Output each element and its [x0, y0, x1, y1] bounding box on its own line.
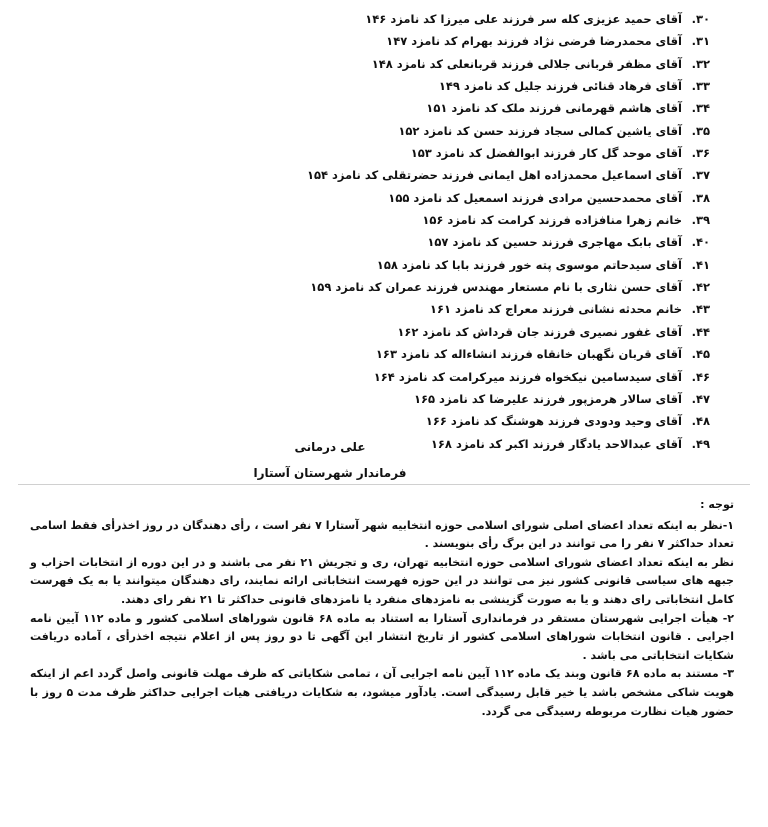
item-number: ۳۱. [691, 34, 710, 49]
item-text: آقای فرهاد قنائی فرزند جلیل کد نامزد ۱۴۹ [438, 79, 682, 94]
item-number: ۳۲. [691, 56, 710, 71]
list-item [250, 164, 710, 186]
signer-name: علی درمانی [294, 440, 366, 454]
list-item [250, 366, 710, 388]
list-item [250, 343, 710, 365]
item-number: ۴۲. [691, 280, 710, 295]
item-number: ۳۹. [691, 213, 710, 228]
list-item [250, 298, 710, 320]
item-number: ۳۳. [691, 79, 710, 94]
list-item [250, 8, 710, 30]
item-text: آقای وحید ودودی فرزند هوشنگ کد نامزد ۱۶۶ [425, 414, 682, 429]
item-text: آقای محمدحسین مرادی فرزند اسمعیل کد نامزد ۱۵۵ [388, 190, 682, 205]
item-text: آقای بابک مهاجری فرزند حسین کد نامزد ۱۵۷ [427, 235, 682, 250]
item-number: ۳۴. [691, 101, 710, 116]
item-number: ۴۳. [691, 302, 710, 317]
divider [18, 484, 750, 485]
list-item [250, 187, 710, 209]
item-number: ۴۰. [691, 235, 710, 250]
list-item [250, 254, 710, 276]
item-text: آقای موحد گل کار فرزند ابوالفضل کد نامزد ۱۵۳ [410, 146, 682, 161]
item-number: ۳۵. [691, 123, 710, 138]
item-text: آقای غفور نصیری فرزند جان قرداش کد نامزد ۱۶۲ [397, 324, 682, 339]
list-item [250, 388, 710, 410]
note-paragraph: نظر به اینکه تعداد اعضای شورای اسلامی حوزه انتخابیه تهران، ری و تجریش ۲۱ نفر می باشند و در این دوره از انتخابات احزاب و جبهه های سیاسی قانونی کشور نیز می توانند در این حوزه فهرست انتخاباتی ارائه نمایند، رای دهندگان میتوانند یا به یک فهرست کامل انتخاباتی رای دهند و یا به صورت گزینشی به نامزدهای منفرد یا نامزدهای قانونی حداکثر تا ۲۱ نفر رای دهند. [30, 555, 734, 606]
item-text: آقای اسماعیل محمدزاده اهل ایمانی فرزند حضرتقلی کد نامزد ۱۵۴ [306, 168, 682, 183]
list-item [250, 209, 710, 231]
list-item [250, 30, 710, 52]
item-number: ۴۷. [691, 391, 710, 406]
list-item [250, 120, 710, 142]
item-text: آقای حمید عزیزی کله سر فرزند علی میرزا کد نامزد ۱۴۶ [365, 12, 682, 26]
item-number: ۴۴. [691, 324, 710, 339]
item-text: آقای هاشم قهرمانی فرزند ملک کد نامزد ۱۵۱ [426, 101, 682, 116]
item-number: ۴۸. [691, 414, 710, 429]
item-text: آقای سیدسامین نیکخواه فرزند میرکرامت کد نامزد ۱۶۴ [373, 369, 682, 384]
item-text: آقای محمدرضا فرضی نژاد فرزند بهرام کد نامزد ۱۴۷ [386, 34, 682, 49]
candidate-list [250, 8, 710, 455]
list-item [250, 321, 710, 343]
item-number: ۴۹. [691, 436, 710, 451]
note-paragraph: ۱-نظر به اینکه تعداد اعضای اصلی شورای اسلامی حوزه انتخابیه شهر آستارا ۷ نفر است ، رأی دهندگان در روز اخذرأی فقط اسامی تعداد حداکثر ۷ نفر را می توانند در این برگ رأی بنویسند . [30, 518, 734, 551]
item-number: ۴۱. [691, 257, 710, 272]
note-paragraph: ۳- مستند به ماده ۶۸ قانون وبند یک ماده ۱۱۲ آیین نامه اجرایی آن ، تمامی شکایاتی که ظرف مهلت قانونی واصل گردد اعم از اینکه هویت شاکی مشخص باشد یا خیر قابل رسیدگی است. یادآور میشود، به شکایات دریافتی هیات اجرایی حداکثر ظرف مدت ۵ روز با حضور هیات نظارت مربوطه رسیدگی می گردد. [30, 667, 735, 718]
notes-section [30, 496, 734, 721]
item-text: آقای حسن نثاری با نام مستعار مهندس فرزند عمران کد نامزد ۱۵۹ [310, 280, 682, 295]
list-item [250, 231, 710, 253]
list-item [250, 276, 710, 298]
list-item [250, 97, 710, 119]
item-number: ۳۶. [691, 146, 710, 161]
item-number: ۳۰. [691, 12, 710, 26]
list-item [250, 53, 710, 75]
item-text: آقای مظفر قربانی جلالی فرزند قربانعلی کد نامزد ۱۴۸ [371, 56, 682, 71]
item-text: خانم زهرا منافزاده فرزند کرامت کد نامزد ۱۵۶ [422, 213, 682, 228]
list-item [250, 75, 710, 97]
item-text: آقای سالار هرمزپور فرزند علیرضا کد نامزد ۱۶۵ [413, 391, 682, 406]
item-text: آقای عبدالاحد یادگار فرزند اکبر کد نامزد ۱۶۸ [430, 436, 682, 451]
list-item [250, 142, 710, 164]
list-item [250, 410, 710, 432]
item-text: آقای یاشین کمالی سجاد فرزند حسن کد نامزد ۱۵۲ [398, 123, 682, 138]
item-number: ۴۶. [691, 369, 710, 384]
signature-block [230, 434, 430, 486]
item-number: ۳۷. [691, 168, 710, 183]
item-text: آقای سیدحاتم موسوی پته خور فرزند بابا کد نامزد ۱۵۸ [376, 257, 682, 272]
item-text: خانم محدثه نشانی فرزند معراج کد نامزد ۱۶۱ [429, 302, 682, 317]
signer-title: فرماندار شهرستان آستارا [253, 466, 407, 480]
item-number: ۳۸. [691, 190, 710, 205]
note-paragraph: ۲- هیأت اجرایی شهرستان مستقر در فرمانداری آستارا به استناد به ماده ۶۸ قانون شوراهای اسلامی کشور و ماده ۱۱۲ آیین نامه اجرایی . قانون انتخابات شوراهای اسلامی کشور از تاریخ انتشار این آگهی تا دو روز پس از اعلام نتیجه اخذرأی ، آماده دریافت شکایات انتخاباتی می باشد . [30, 611, 734, 662]
notes-heading: توجه : [700, 498, 734, 511]
item-text: آقای قربان نگهبان خانقاه فرزند انشاءاله کد نامزد ۱۶۳ [375, 347, 682, 362]
item-number: ۴۵. [691, 347, 710, 362]
